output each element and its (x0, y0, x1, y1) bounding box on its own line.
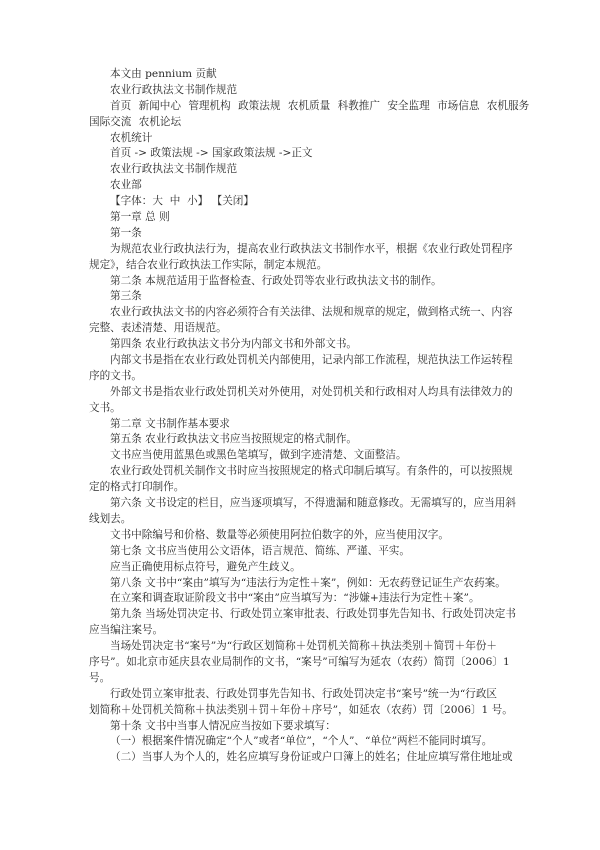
article-line: 应当编注案号。 (89, 624, 164, 637)
article-line: 应当正确使用标点符号，避免产生歧义。 (110, 560, 301, 573)
article-line: 第一条 (110, 226, 142, 239)
article-title: 农业行政执法文书制作规范 (110, 163, 238, 176)
nav-management[interactable]: 管理机构 (188, 99, 231, 112)
article-line: 为规范农业行政执法行为，提高农业行政执法文书制作水平，根据《农业行政处罚程序 (110, 242, 513, 255)
article-line: 号。 (89, 671, 111, 684)
close-button[interactable]: 【关闭】 (211, 195, 254, 208)
nav-service[interactable]: 农机服务 (486, 99, 530, 112)
nav-safety[interactable]: 安全监理 (387, 99, 430, 112)
article-line: 外部文书是指农业行政处罚机关对外使用，对处罚机关和行政相对人均具有法律效力的 (110, 385, 513, 398)
article-line: （二）当事人为个人的，姓名应填写身份证或户口簿上的姓名；住址应填写常住地址或 (110, 751, 513, 764)
article-line: 第九条 当场处罚决定书、行政处罚立案审批表、行政处罚事先告知书、行政处罚决定书 (110, 608, 516, 621)
article-body (89, 210, 529, 766)
font-medium-button[interactable]: 中 (169, 195, 181, 208)
article-line: 第八条 文书中“案由”填写为“违法行为定性＋案”，例如：无农药登记证生产农药案。 (110, 576, 506, 589)
article-line: 第一章 总 则 (110, 211, 170, 224)
article-line: 农业行政处罚机关制作文书时应当按照规定的格式印制后填写。有条件的，可以按照规 (110, 465, 513, 478)
article-line: 定的格式打印制作。 (89, 481, 185, 494)
article-line: 第五条 农业行政执法文书应当按照规定的格式制作。 (110, 433, 358, 446)
article-line: 行政处罚立案审批表、行政处罚事先告知书、行政处罚决定书“案号”统一为“行政区 (110, 687, 498, 700)
article-line: 在立案和调查取证阶段文书中“案由”应当填写为：“涉嫌+违法行为定性＋案”。 (110, 592, 480, 605)
nav-policy[interactable]: 政策法规 (238, 99, 281, 112)
nav-menu-wrap (89, 115, 529, 131)
contributor-line: 本文由 pennium 贡献 (110, 68, 217, 80)
article-line: （一）根据案件情况确定“个人”或者“单位”，“个人”、“单位”两栏不能同时填写。 (110, 735, 493, 748)
breadcrumb: 首页 -> 政策法规 -> 国家政策法规 ->正文 (110, 147, 313, 160)
article-line: 文书应当使用蓝黑色或黑色笔填写，做到字迹清楚、文面整洁。 (110, 449, 407, 462)
nav-news[interactable]: 新闻中心 (138, 99, 181, 112)
font-label: 【字体： (110, 195, 153, 208)
article-line: 文书中除编号和价格、数量等必须使用阿拉伯数字的外，应当使用汉字。 (110, 528, 449, 541)
article-line: 第二章 文书制作基本要求 (110, 417, 230, 430)
nav-international[interactable]: 国际交流 (89, 115, 132, 128)
font-large-button[interactable]: 大 (152, 195, 163, 208)
font-controls (89, 194, 529, 210)
nav-quality[interactable]: 农机质量 (287, 99, 331, 112)
article-line: 规定》，结合农业行政执法工作实际，制定本规范。 (89, 258, 328, 271)
article-line: 序号”。如北京市延庆县农业局制作的文书，“案号”可编写为延农（农药）简罚〔2006〕1 (89, 655, 510, 668)
article-line: 第七条 文书应当使用公文语体，语言规范、简练、严谨、平实。 (110, 544, 410, 557)
article-line: 文书。 (89, 401, 121, 414)
article-line: 线划去。 (89, 512, 132, 525)
article-line: 第三条 (110, 290, 142, 303)
article-line: 农业行政执法文书的内容必须符合有关法律、法规和规章的规定，做到格式统一、内容 (110, 306, 513, 319)
nav-forum[interactable]: 农机论坛 (138, 115, 182, 128)
nav-statistics[interactable]: 农机统计 (110, 131, 153, 144)
nav-menu (89, 99, 529, 115)
article-line: 当场处罚决定书“案号”为“行政区划简称＋处罚机关简称＋执法类别＋简罚＋年份＋ (110, 640, 498, 653)
article-line: 序的文书。 (89, 369, 142, 382)
nav-market[interactable]: 市场信息 (437, 99, 480, 112)
document (89, 67, 529, 766)
article-line: 第二条 本规范适用于监督检查、行政处罚等农业行政执法文书的制作。 (110, 274, 442, 287)
article-line: 第十条 文书中当事人情况应当按如下要求填写： (110, 719, 336, 732)
article-line: 内部文书是指在农业行政处罚机关内部使用，记录内部工作流程，规范执法工作运转程 (110, 354, 513, 367)
nav-promotion[interactable]: 科教推广 (337, 99, 380, 112)
site-title: 农业行政执法文书制作规范 (110, 83, 238, 96)
nav-home[interactable]: 首页 (110, 99, 132, 112)
article-author: 农业部 (110, 179, 142, 192)
article-line: 划简称＋处罚机关简称＋执法类别＋罚＋年份＋序号”，如延农（农药）罚〔2006〕1 号。 (89, 703, 513, 716)
font-small-button[interactable]: 小】 (187, 195, 209, 208)
article-line: 第四条 农业行政执法文书分为内部文书和外部文书。 (110, 338, 358, 351)
article-line: 第六条 文书设定的栏目，应当逐项填写，不得遗漏和随意修改。无需填写的，应当用斜 (110, 497, 516, 510)
article-line: 完整、表述清楚、用语规范。 (89, 322, 227, 335)
